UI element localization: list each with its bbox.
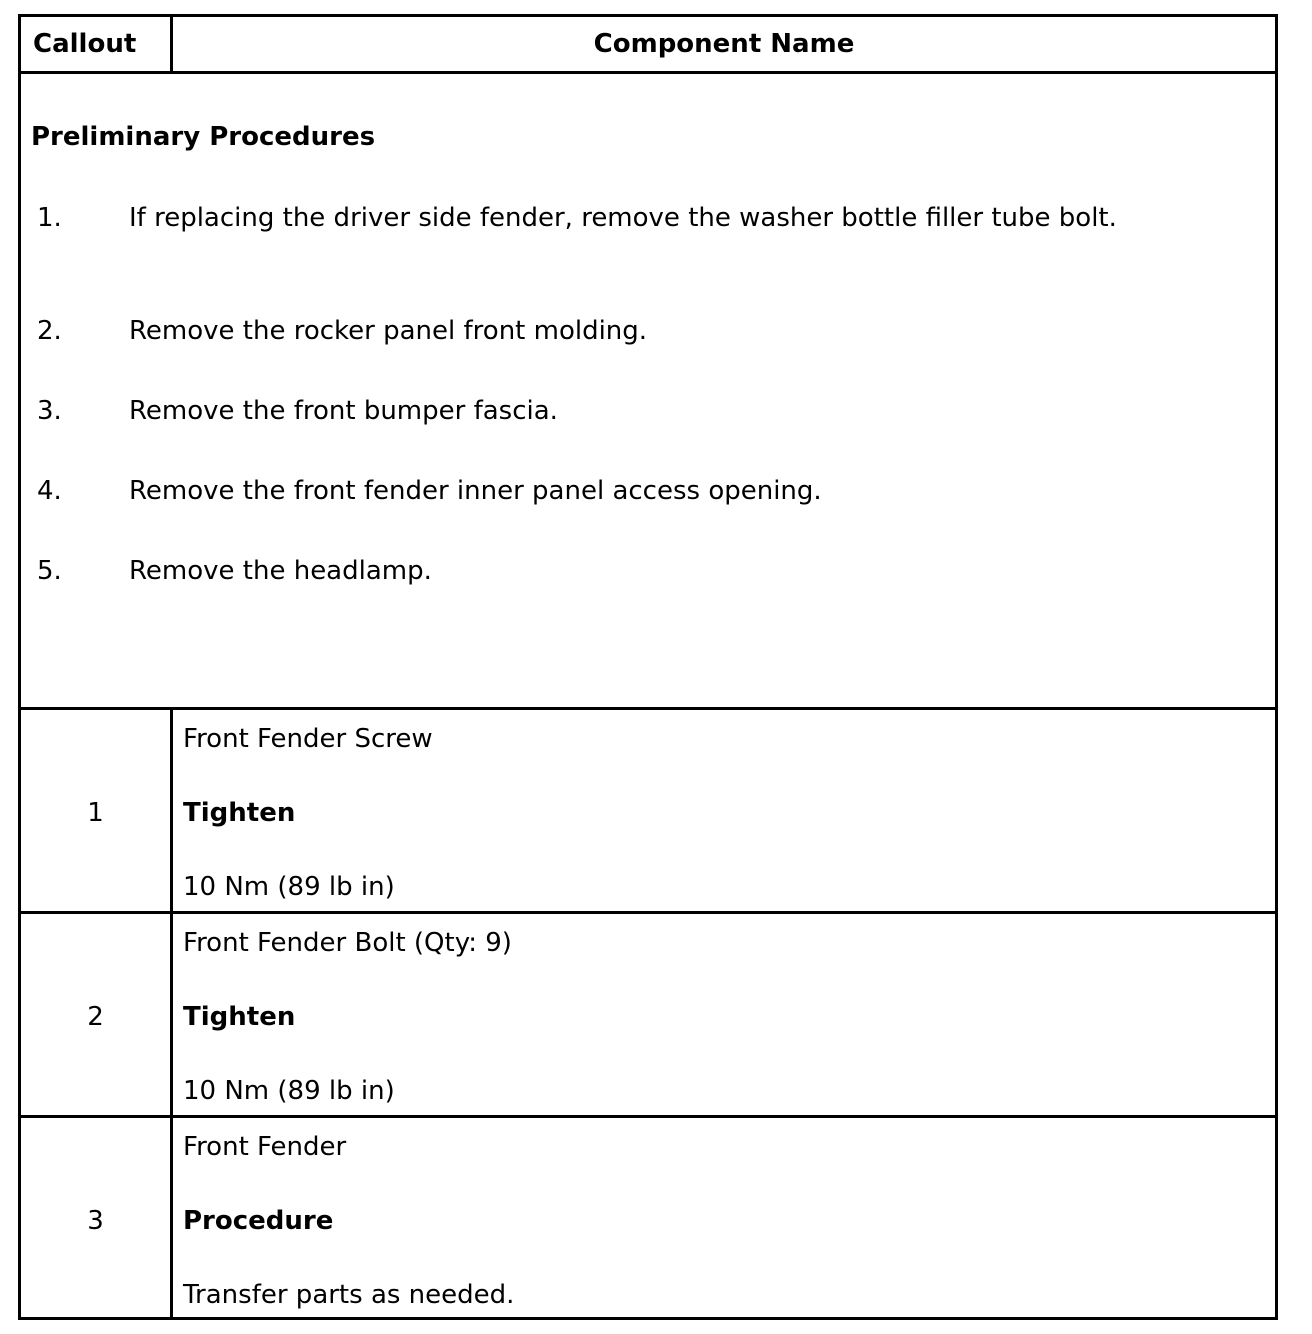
step-number: 5. xyxy=(37,556,62,586)
component-name: Front Fender Screw xyxy=(183,724,433,754)
callout-number: 3 xyxy=(87,1206,104,1236)
callout-column-header: Callout xyxy=(33,29,137,59)
step-number: 1. xyxy=(37,203,62,233)
table-row xyxy=(21,1118,1275,1320)
column-divider xyxy=(170,914,173,1115)
component-detail: Transfer parts as needed. xyxy=(183,1280,515,1310)
component-name: Front Fender xyxy=(183,1132,347,1162)
preliminary-procedures-title: Preliminary Procedures xyxy=(31,122,376,152)
step-number: 2. xyxy=(37,316,62,346)
step-text: If replacing the driver side fender, remove the washer bottle filler tube bolt. xyxy=(129,203,1117,233)
step-text: Remove the front fender inner panel access opening. xyxy=(129,476,822,506)
component-action: Procedure xyxy=(183,1206,334,1236)
callout-number: 1 xyxy=(87,798,104,828)
table-row xyxy=(21,710,1275,914)
procedure-table xyxy=(18,14,1278,1320)
column-divider xyxy=(170,1118,173,1320)
component-action: Tighten xyxy=(183,1002,296,1032)
table-row xyxy=(21,914,1275,1118)
component-name-column-header: Component Name xyxy=(593,29,855,59)
step-number: 4. xyxy=(37,476,62,506)
component-detail: 10 Nm (89 lb in) xyxy=(183,872,395,902)
step-text: Remove the front bumper fascia. xyxy=(129,396,558,426)
callout-number: 2 xyxy=(87,1002,104,1032)
step-text: Remove the headlamp. xyxy=(129,556,432,586)
table-header-row xyxy=(21,17,1275,74)
step-text: Remove the rocker panel front molding. xyxy=(129,316,648,346)
component-action: Tighten xyxy=(183,798,296,828)
component-detail: 10 Nm (89 lb in) xyxy=(183,1076,395,1106)
column-divider xyxy=(170,710,173,911)
component-name: Front Fender Bolt (Qty: 9) xyxy=(183,928,512,958)
preliminary-procedures-row xyxy=(21,74,1275,710)
step-number: 3. xyxy=(37,396,62,426)
